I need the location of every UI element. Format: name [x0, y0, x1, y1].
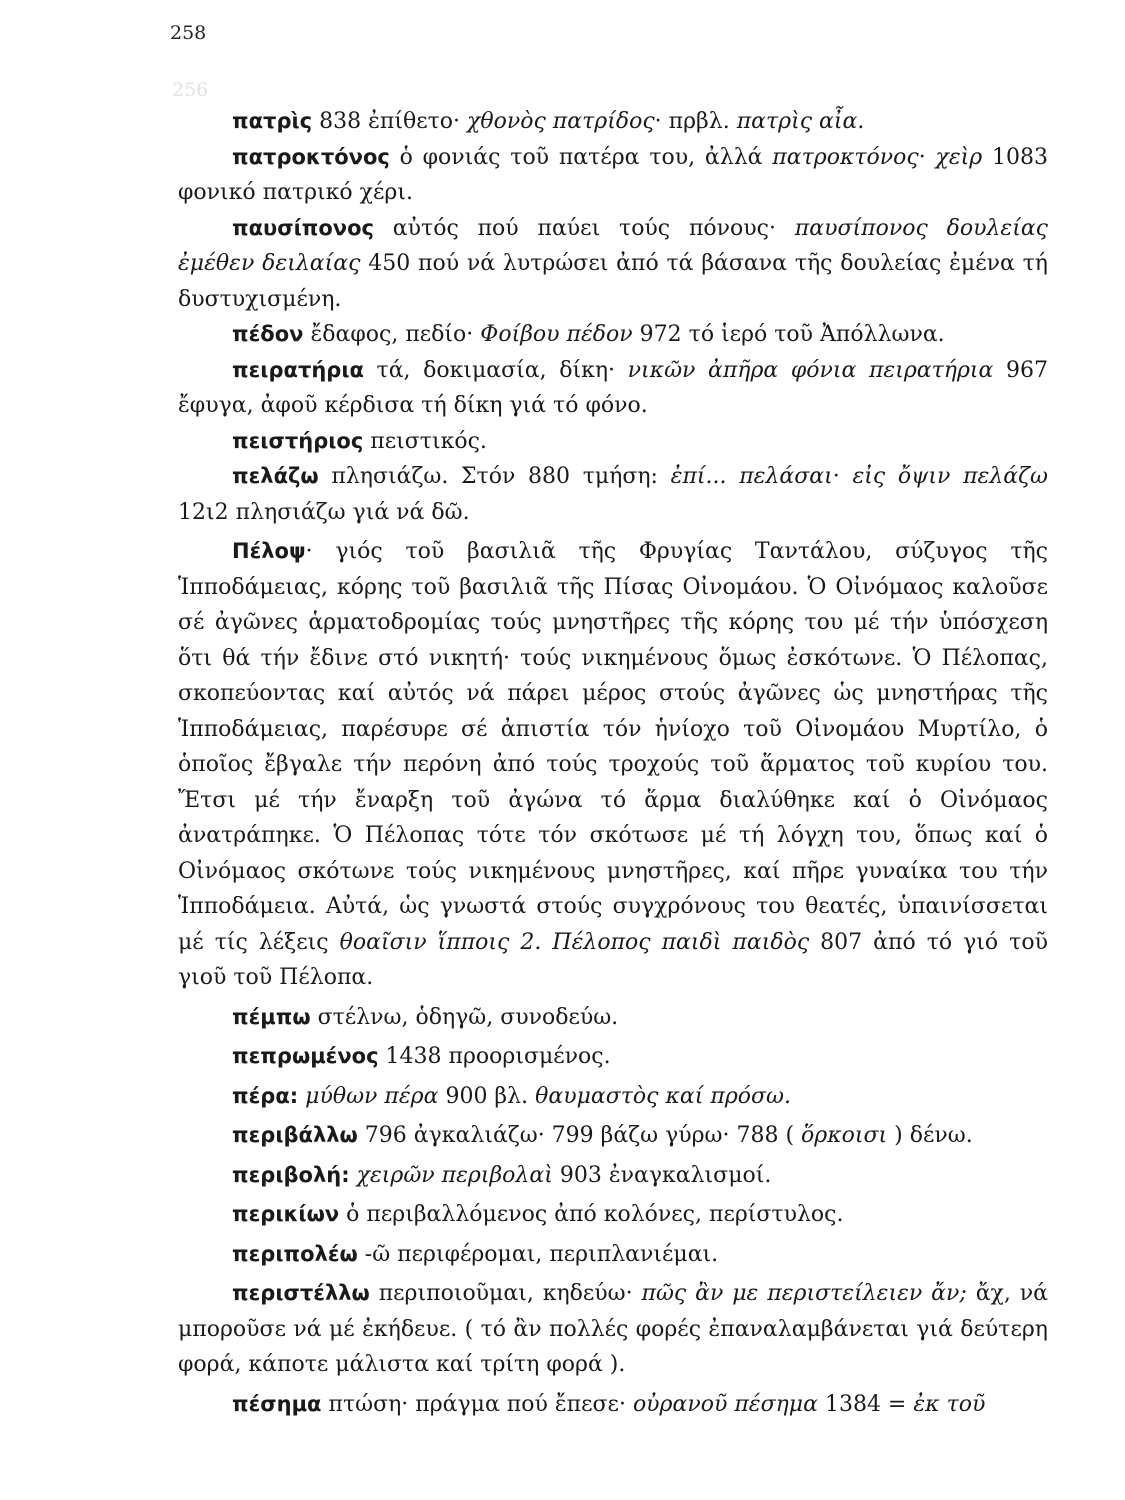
definition: 1438 προορισμένος.	[378, 1044, 611, 1069]
headword: πέσημα	[232, 1391, 322, 1416]
glossary-entry	[178, 140, 1048, 211]
glossary-entry	[178, 104, 1048, 140]
definition: 12ι2 πλησιάζω γιά νά δῶ.	[178, 499, 470, 525]
definition: 838 ἐπίθετο·	[312, 109, 468, 134]
definition: 1083 φονικό πατρικό χέρι.	[178, 144, 1048, 205]
glossary-entry	[178, 1387, 1048, 1423]
glossary-entry	[178, 1276, 1048, 1383]
definition: αὐτός πού παύει τούς πόνους·	[373, 215, 795, 241]
headword: περικίων	[232, 1202, 340, 1226]
headword: περιβολή:	[232, 1162, 350, 1187]
definition	[509, 930, 520, 955]
page-number: 258	[170, 22, 207, 44]
quotation: χειρῶν περιβολαὶ	[356, 1162, 553, 1188]
definition: ἄχ, νά μποροῦσε νά μέ ἐκήδευε. ( τό ἂν πολλές φορές ἐπαναλαμβάνεται γιά δεύτερη φορά, κάποτε μάλιστα καί τρίτη φορά ).	[178, 1281, 1048, 1377]
definition: 972 τό ἱερό τοῦ Ἀπόλλωνα.	[632, 322, 945, 347]
headword: περιπολέω	[232, 1241, 358, 1266]
quotation: θαυμαστὸς καί πρόσω.	[535, 1083, 791, 1109]
glossary-entry	[178, 424, 1048, 460]
definition: 900 βλ.	[438, 1083, 536, 1109]
glossary-column	[178, 104, 1048, 1422]
definition: 903 ἐναγκαλισμοί.	[552, 1162, 772, 1188]
headword: πέμπω	[232, 1004, 311, 1029]
definition: 967 ἔφυγα, ἀφοῦ κέρδισα τή δίκη γιά τό φόνο.	[178, 357, 1048, 418]
definition: ) δένω.	[887, 1123, 973, 1148]
headword: πέρα:	[232, 1083, 299, 1108]
headword: παυσίπονος	[232, 215, 374, 240]
glossary-entry-pelops	[178, 534, 1048, 996]
glossary-entry	[178, 1237, 1048, 1273]
definition: ἔδαφος, πεδίο·	[303, 322, 481, 347]
definition: · πρβλ.	[654, 109, 737, 134]
definition: πτώση· πράγμα πού ἔπεσε·	[321, 1391, 633, 1417]
headword: πατροκτόνος	[232, 144, 390, 169]
definition	[350, 1163, 357, 1188]
definition: -ῶ περιφέρομαι, περιπλανιέμαι.	[357, 1241, 719, 1267]
definition: ὁ περιβαλλόμενος ἀπό κολόνες, περίστυλος.	[339, 1202, 844, 1227]
glossary-entry	[178, 1079, 1048, 1115]
headword: πειστήριος	[232, 428, 364, 453]
quotation: οὐρανοῦ πέσημα	[632, 1391, 818, 1417]
definition: στέλνω, ὁδηγῶ, συνοδεύω.	[310, 1004, 619, 1030]
definition: 450 πού νά λυτρώσει ἀπό τά βάσανα τῆς δουλείας ἐμένα τή δυστυχισμένη.	[178, 251, 1048, 312]
headword: πεπρωμένος	[232, 1044, 379, 1068]
quotation: πῶς ἂν με περιστείλειεν ἄν;	[641, 1281, 967, 1306]
glossary-entry	[178, 317, 1048, 353]
bleed-through-page-number: 256	[172, 79, 209, 101]
quotation: ἐκ τοῦ	[913, 1391, 986, 1417]
quotation: θοαῖσιν ἵπποις	[339, 929, 510, 955]
quotation: μύθων πέρα	[305, 1083, 439, 1109]
quotation: πατρὶς αἶα.	[736, 109, 865, 134]
definition: 796 ἀγκαλιάζω· 799 βάζω γύρω· 788 (	[357, 1123, 802, 1148]
definition: ὁ φονιάς τοῦ πατέρα του, ἀλλά	[389, 144, 773, 170]
definition: · γιός τοῦ βασιλιᾶ τῆς Φρυγίας Ταντάλου, σύζυγος τῆς Ἱπποδάμειας, κόρης τοῦ βασιλιᾶ τῆς Πίσας Οἰνομάου. Ὁ Οἰνόμαος καλοῦσε σέ ἀγῶνες ἁρματοδρομίας τούς μνηστῆρες τῆς κόρης του μέ τήν ὑπόσχεση ὅτι θά τήν ἔδινε στό νικητή· τούς νικημένους ὅμως ἐσκότωνε. Ὁ Πέλοπας, σκοπεύοντας καί αὐτός νά πάρει μέρος στούς ἀγῶνες ὡς μνηστήρας τῆς Ἱπποδάμειας, παρέσυρε σέ ἀπιστία τόν ἡνίοχο τοῦ Οἰνομάου Μυρτίλο, ὁ ὁποῖος ἔβγαλε τήν περόνη ἀπό τούς τροχούς τοῦ ἅρματος τοῦ κυρίου του. Ἔτσι μέ τήν ἔναρξη τοῦ ἀγώνα τό ἅρμα διαλύθηκε καί ὁ Οἰνόμαος ἀνατράπηκε. Ὁ Πέλοπας τότε τόν σκότωσε μέ τή λόγχη του, ὅπως καί ὁ Οἰνόμαος σκότωνε τούς νικημένους μνηστῆρες, καί πῆρε γυναίκα του τήν Ἱπποδάμεια. Αὐτά, ὡς γνωστά στούς συγχρόνους του θεατές, ὑπαινίσσεται μέ τίς λέξεις	[178, 539, 1048, 955]
glossary-entry	[178, 1118, 1048, 1154]
glossary-entry	[178, 211, 1048, 318]
glossary-entry	[178, 459, 1048, 530]
definition: τά, δοκιμασία, δίκη·	[363, 357, 628, 383]
definition: 1384 =	[817, 1391, 914, 1417]
headword: περιβάλλω	[232, 1123, 358, 1147]
definition: 807 ἀπό τό γιό τοῦ γιοῦ τοῦ Πέλοπα.	[178, 929, 1048, 990]
headword: πατρὶς	[232, 109, 313, 133]
quotation: παυσίπονος δουλείας ἐμέθεν δειλαίας	[178, 215, 1048, 276]
quotation: νικῶν ἀπῆρα φόνια πειρατήρια	[627, 357, 994, 383]
quotation: Φοίβου πέδον	[480, 322, 633, 347]
definition: περιποιοῦμαι, κηδεύω·	[369, 1281, 642, 1306]
definition: πειστικός.	[363, 428, 487, 454]
headword: Πέλοψ	[232, 539, 306, 563]
quotation: πατροκτόνος· χεὶρ	[772, 144, 983, 170]
quotation: ὅρκοισι	[801, 1123, 888, 1148]
glossary-entry	[178, 1158, 1048, 1194]
quotation: 2. Πέλοπος παιδὶ παιδὸς	[520, 929, 810, 955]
headword: πελάζω	[232, 464, 319, 488]
glossary-entry	[178, 1000, 1048, 1036]
headword: πειρατήρια	[232, 357, 364, 382]
quotation: χθονὸς πατρίδος	[467, 109, 655, 134]
headword: πέδον	[232, 322, 304, 346]
definition: πλησιάζω. Στόν 880 τμήση:	[318, 464, 671, 489]
headword: περιστέλλω	[232, 1281, 370, 1305]
glossary-entry	[178, 1039, 1048, 1075]
glossary-entry	[178, 353, 1048, 424]
glossary-entry	[178, 1197, 1048, 1233]
quotation: ἐπί... πελάσαι· εἰς ὄψιν πελάζω	[670, 464, 1048, 489]
